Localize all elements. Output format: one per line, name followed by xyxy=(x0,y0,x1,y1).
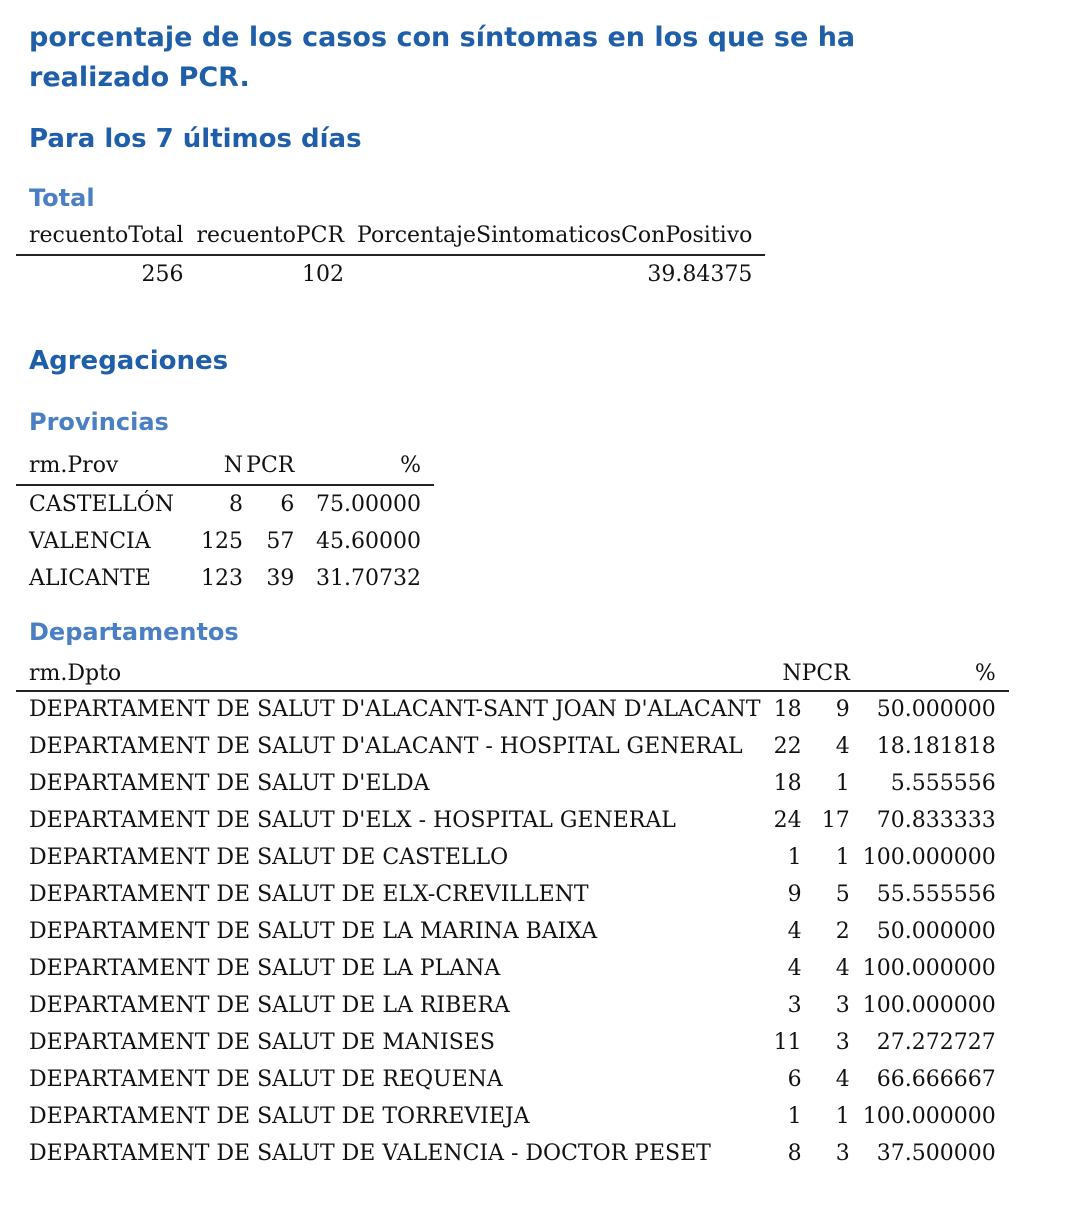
table-row xyxy=(16,560,434,597)
table-row xyxy=(16,803,1009,840)
column-header: N xyxy=(761,660,802,691)
table-cell: CASTELLÓN xyxy=(29,492,175,517)
table-cell: 22 xyxy=(773,734,802,759)
table-row xyxy=(16,523,434,560)
table-cell: 39 xyxy=(266,566,295,591)
table-cell: 3 xyxy=(835,1030,850,1055)
table-cell: 100.000000 xyxy=(862,1104,996,1129)
table-cell: 8 xyxy=(229,492,244,517)
table-cell: DEPARTAMENT DE SALUT DE REQUENA xyxy=(29,1067,503,1092)
table-cell: 1 xyxy=(787,845,802,870)
table-cell: 18 xyxy=(773,771,802,796)
table-cell: DEPARTAMENT DE SALUT DE MANISES xyxy=(29,1030,495,1055)
table-header-row xyxy=(16,220,765,255)
table-cell: ALICANTE xyxy=(29,566,151,591)
table-row xyxy=(16,691,1009,729)
table-cell: 9 xyxy=(835,697,850,722)
table-cell: 37.500000 xyxy=(876,1141,996,1166)
table-cell: 55.555556 xyxy=(876,882,996,907)
table-cell: DEPARTAMENT DE SALUT DE TORREVIEJA xyxy=(29,1104,530,1129)
table-cell: 45.60000 xyxy=(316,529,421,554)
table-cell: 100.000000 xyxy=(862,956,996,981)
table-cell: 5 xyxy=(835,882,850,907)
table-cell: 4 xyxy=(835,1067,850,1092)
column-header: % xyxy=(294,450,434,485)
table-cell: 100.000000 xyxy=(862,993,996,1018)
table-row xyxy=(16,1136,1009,1173)
table-cell: 50.000000 xyxy=(876,697,996,722)
column-header: rm.Dpto xyxy=(16,660,761,691)
table-cell: 6 xyxy=(280,492,295,517)
table-cell: 66.666667 xyxy=(876,1067,996,1092)
column-header: PCR xyxy=(802,660,850,691)
column-header: recuentoTotal xyxy=(16,220,184,255)
table-row xyxy=(16,255,765,300)
column-header: PCR xyxy=(243,450,294,485)
provincias-body xyxy=(16,485,434,597)
table-cell: DEPARTAMENT DE SALUT DE LA RIBERA xyxy=(29,993,510,1018)
table-cell: 1 xyxy=(787,1104,802,1129)
table-cell: 1 xyxy=(835,845,850,870)
table-row xyxy=(16,1099,1009,1136)
table-cell: DEPARTAMENT DE SALUT D'ALACANT-SANT JOAN D'ALACANT xyxy=(29,697,761,722)
table-cell: DEPARTAMENT DE SALUT DE CASTELLO xyxy=(29,845,509,870)
table-cell: 6 xyxy=(787,1067,802,1092)
table-cell: 125 xyxy=(201,529,244,554)
table-header-row xyxy=(16,660,1009,691)
table-cell: 9 xyxy=(787,882,802,907)
table-cell: 27.272727 xyxy=(876,1030,996,1055)
table-cell: 3 xyxy=(835,1141,850,1166)
table-cell: 75.00000 xyxy=(316,492,421,517)
table-row xyxy=(16,914,1009,951)
table-cell: DEPARTAMENT DE SALUT DE ELX-CREVILLENT xyxy=(29,882,589,907)
table-cell: 17 xyxy=(821,808,850,833)
table-row xyxy=(16,729,1009,766)
table-row xyxy=(16,988,1009,1025)
table-cell: 1 xyxy=(835,771,850,796)
table-cell: 3 xyxy=(787,993,802,1018)
table-cell: 18.181818 xyxy=(876,734,996,759)
table-cell: 57 xyxy=(266,529,295,554)
table-cell: 4 xyxy=(835,956,850,981)
total-heading: Total xyxy=(29,184,95,212)
period-heading: Para los 7 últimos días xyxy=(29,124,362,154)
table-cell: 100.000000 xyxy=(862,845,996,870)
table-cell: DEPARTAMENT DE SALUT DE LA PLANA xyxy=(29,956,501,981)
aggregations-heading: Agregaciones xyxy=(29,346,229,376)
table-cell: DEPARTAMENT DE SALUT DE VALENCIA - DOCTOR PESET xyxy=(29,1141,711,1166)
table-row xyxy=(16,1025,1009,1062)
table-cell: VALENCIA xyxy=(29,529,151,554)
table-cell: 102 xyxy=(302,262,345,287)
table-cell: 1 xyxy=(835,1104,850,1129)
table-row xyxy=(16,951,1009,988)
table-cell: 123 xyxy=(201,566,244,591)
column-header: rm.Prov xyxy=(16,450,184,485)
table-row xyxy=(16,766,1009,803)
column-header: N xyxy=(184,450,243,485)
table-header-row xyxy=(16,450,434,485)
table-cell: 256 xyxy=(141,262,184,287)
table-cell: 4 xyxy=(787,956,802,981)
departamentos-body xyxy=(16,691,1009,1173)
table-row xyxy=(16,485,434,523)
page-title: porcentaje de los casos con síntomas en los que se ha realizado PCR. xyxy=(29,22,856,93)
departamentos-table xyxy=(16,660,1009,1173)
column-header: recuentoPCR xyxy=(184,220,345,255)
table-cell: 3 xyxy=(835,993,850,1018)
column-header: PorcentajeSintomaticosConPositivo xyxy=(344,220,765,255)
table-cell: DEPARTAMENT DE SALUT D'ELX - HOSPITAL GENERAL xyxy=(29,808,676,833)
table-cell: DEPARTAMENT DE SALUT DE LA MARINA BAIXA xyxy=(29,919,598,944)
table-cell: 24 xyxy=(773,808,802,833)
table-cell: 4 xyxy=(835,734,850,759)
departamentos-heading: Departamentos xyxy=(29,618,239,646)
table-cell: 8 xyxy=(787,1141,802,1166)
table-cell: 31.70732 xyxy=(316,566,421,591)
total-table xyxy=(16,220,765,300)
table-cell: 11 xyxy=(773,1030,802,1055)
table-row xyxy=(16,1062,1009,1099)
table-cell: DEPARTAMENT DE SALUT D'ELDA xyxy=(29,771,430,796)
table-cell: 70.833333 xyxy=(876,808,996,833)
table-row xyxy=(16,877,1009,914)
table-cell: DEPARTAMENT DE SALUT D'ALACANT - HOSPITAL GENERAL xyxy=(29,734,743,759)
column-header: % xyxy=(850,660,1009,691)
table-row xyxy=(16,840,1009,877)
provincias-table xyxy=(16,450,434,597)
table-cell: 5.555556 xyxy=(890,771,996,796)
table-cell: 4 xyxy=(787,919,802,944)
provincias-heading: Provincias xyxy=(29,408,169,436)
table-cell: 18 xyxy=(773,697,802,722)
table-cell: 2 xyxy=(835,919,850,944)
table-cell: 50.000000 xyxy=(876,919,996,944)
table-cell: 39.84375 xyxy=(647,262,753,287)
